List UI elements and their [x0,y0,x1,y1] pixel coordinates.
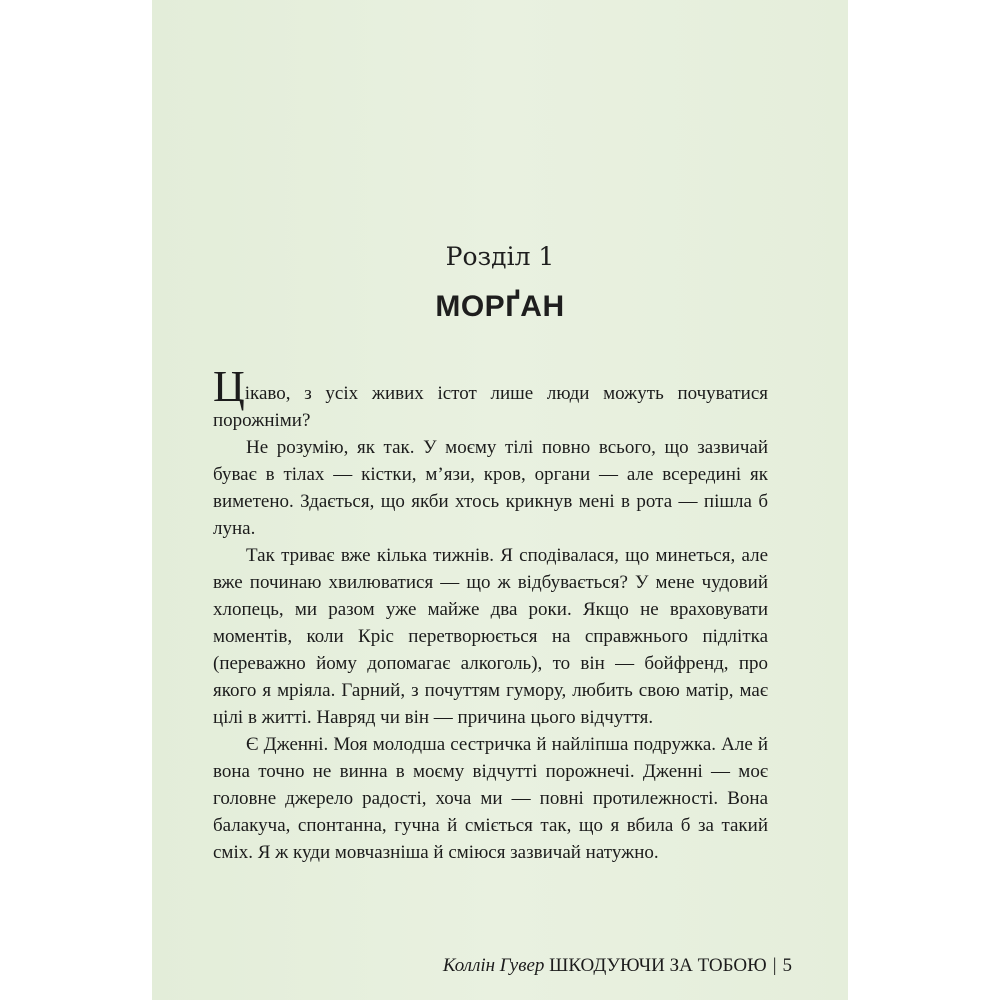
chapter-text [213,362,768,866]
page-number: 5 [782,955,792,976]
chapter-number: Розділ 1 [445,242,555,271]
footer-author: Коллін Гувер [442,955,545,976]
running-footer [443,955,792,977]
footer-book-title: ШКОДУЮЧИ ЗА ТОБОЮ [549,955,767,976]
paragraph: Так триває вже кілька тижнів. Я сподівалася, що минеться, але вже починаю хвилюватися — що ж відбувається? У мене чудовий хлопець, ми разом уже майже два роки. Якщо не враховувати моментів, коли Кріс перетворюється на справжнього підлітка (переважно йому допомагає алкоголь), то він — бойфренд, про якого я мріяла. Гарний, з почуттям гумору, любить свою матір, має цілі в житті. Навряд чи він — причина цього відчуття. [213,545,768,728]
chapter-title: МОРҐАН [435,290,565,323]
paragraph: Не розумію, як так. У моєму тілі повно всього, що зазвичай буває в тілах — кістки, м’язи, кров, органи — але всередині як виметено. Здається, що якби хтось крикнув мені в рота — пішла б луна. [213,437,768,539]
paragraph [213,362,768,434]
paragraph: Є Дженні. Моя молодша сестричка й найліпша подружка. Але й вона точно не винна в моєму відчутті порожнечі. Дженні — моє головне джерело радості, хоча ми — повні протилежності. Вона балакуча, спонтанна, гучна й сміється так, що я вбила б за такий сміх. Я ж куди мовчазніша й сміюся зазвичай натужно. [213,734,768,863]
drop-cap: Ц [213,362,245,411]
paragraph-text: ікаво, з усіх живих істот лише люди можуть почуватися порожніми? [213,383,768,431]
footer-separator: | [772,955,777,976]
